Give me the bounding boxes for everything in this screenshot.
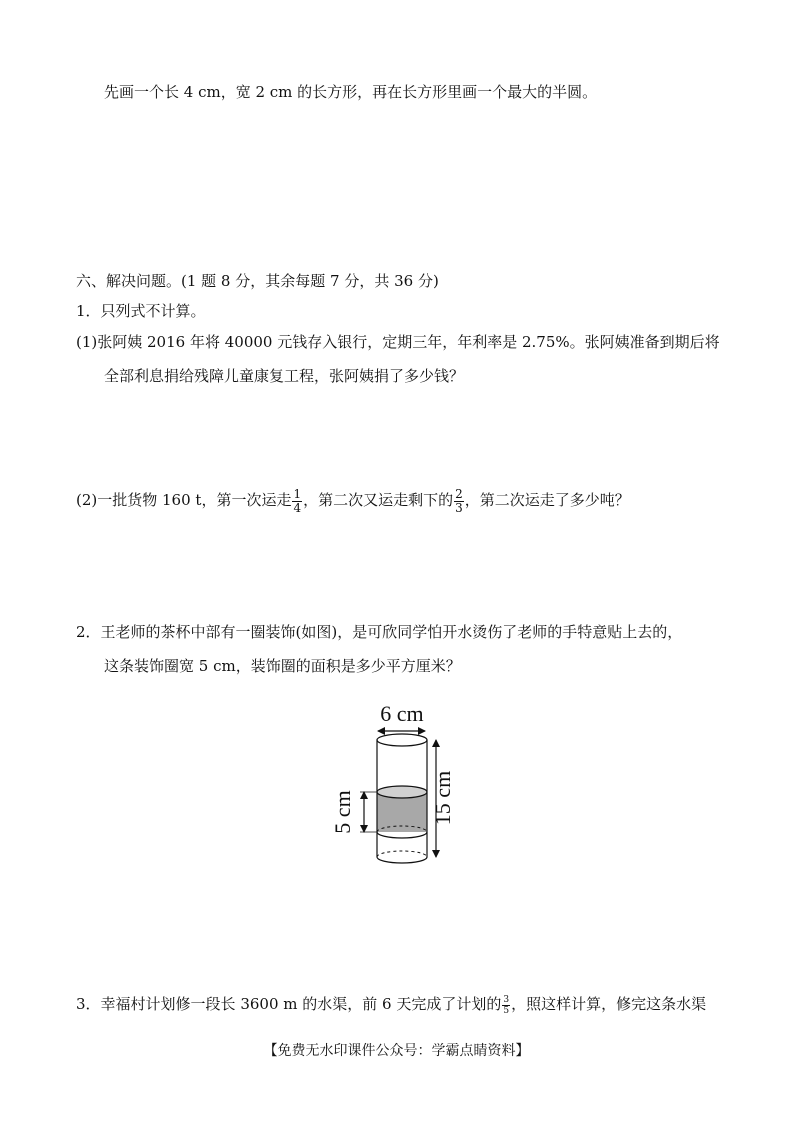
q1-part-2-text-c: ，第二次运走了多少吨？ [464,491,630,509]
question-1-part-1-line-2: 全部利息捐给残障儿童康复工程，张阿姨捐了多少钱？ [104,367,465,385]
fraction-two-thirds: $\frac{2}{3}$ [455,486,463,515]
cup-top-ellipse [377,734,427,746]
q3-text-a: 3．幸福村计划修一段长 3600 m 的水渠，前 6 天完成了计划的 [76,995,502,1013]
section-title: 六、解决问题。(1 题 8 分，其余每题 7 分，共 36 分) [76,272,439,290]
question-1-part-1-line-1: (1)张阿姨 2016 年将 40000 元钱存入银行，定期三年，年利率是 2.75%。张阿姨准备到期后将 [76,333,720,351]
band-width-label: 5 cm [330,790,355,834]
fraction-three-fifths: $\frac{3}{5}$ [503,994,510,1016]
cup-bottom-hidden-arc [377,851,427,857]
drawing-instruction: 先画一个长 4 cm，宽 2 cm 的长方形，再在长方形里画一个最大的半圆。 [104,83,598,101]
page-footer: 【免费无水印课件公众号：学霸点睛资料】 [263,1043,530,1059]
cup-bottom-arc [377,857,427,863]
cup-diagram [320,695,480,875]
band-bottom-arc [377,832,427,838]
q1-part-2-text-b: ，第二次又运走剩下的 [303,491,454,509]
band-top-ellipse [377,786,427,798]
q3-text-b: ，照这样计算，修完这条水渠 [511,995,707,1013]
question-2-line-1: 2．王老师的茶杯中部有一圈装饰(如图)，是可欣同学怕开水烫伤了老师的手特意贴上去的， [76,623,683,641]
question-1-part-2 [76,482,630,518]
diameter-label: 6 cm [380,701,424,726]
question-3 [76,992,706,1016]
cup-height-label: 15 cm [430,770,455,826]
q1-part-2-text-a: (2)一批货物 160 t，第一次运走 [76,491,292,509]
question-1-label: 1．只列式不计算。 [76,302,206,320]
question-2-line-2: 这条装饰圈宽 5 cm，装饰圈的面积是多少平方厘米？ [104,657,461,675]
fraction-one-quarter: $\frac{1}{4}$ [293,486,302,515]
